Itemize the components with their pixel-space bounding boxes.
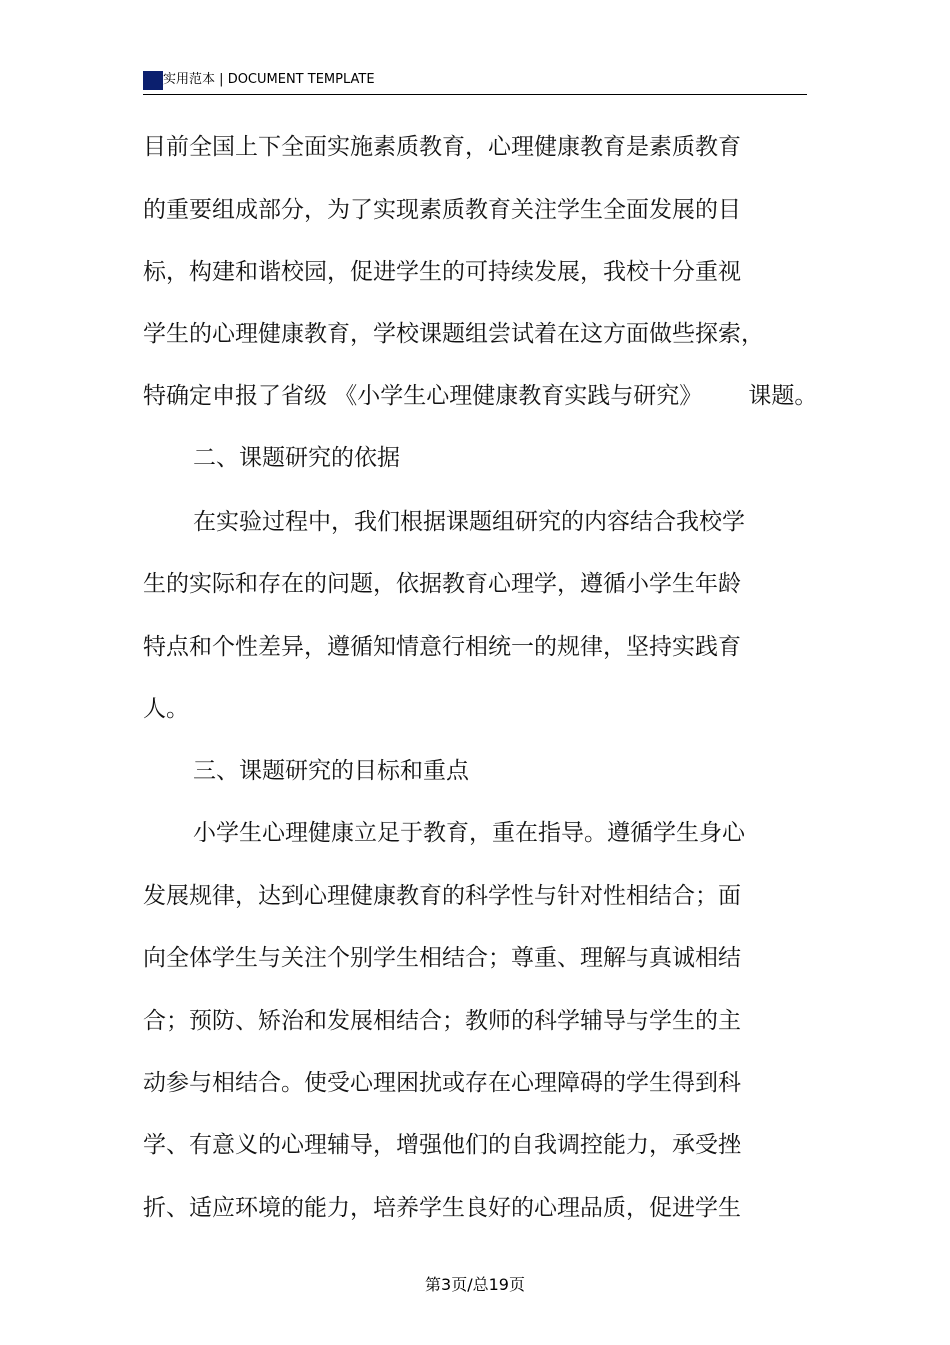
body-line: 向全体学生与关注个别学生相结合；尊重、理解与真诚相结 — [143, 945, 741, 971]
page-header — [143, 68, 807, 95]
body-line: 学、有意义的心理辅导，增强他们的自我调控能力，承受挫 — [143, 1132, 741, 1158]
body-line — [143, 381, 817, 411]
body-line: 学生的心理健康教育，学校课题组尝试着在这方面做些探索， — [143, 321, 764, 347]
body-line-part: 课题。 — [748, 383, 818, 409]
body-line: 生的实际和存在的问题，依据教育心理学，遵循小学生年龄 — [143, 571, 741, 597]
body-line: 折、适应环境的能力，培养学生良好的心理品质，促进学生 — [143, 1195, 741, 1221]
body-line: 标，构建和谐校园，促进学生的可持续发展，我校十分重视 — [143, 259, 741, 285]
header-separator: | — [219, 72, 224, 87]
header-subtitle: DOCUMENT TEMPLATE — [227, 72, 375, 87]
body-line-part: 特确定申报了省级 《小学生心理健康教育实践与研究》 — [143, 383, 703, 409]
header-label: 实用范本 — [163, 72, 216, 87]
header-text — [163, 72, 375, 88]
section-heading: 二、课题研究的依据 — [193, 445, 400, 471]
body-line: 在实验过程中，我们根据课题组研究的内容结合我校学 — [193, 509, 745, 535]
header-logo-square — [143, 71, 163, 90]
body-line: 合；预防、矫治和发展相结合；教师的科学辅导与学生的主 — [143, 1008, 741, 1034]
body-line: 发展规律，达到心理健康教育的科学性与针对性相结合；面 — [143, 883, 741, 909]
body-line: 特点和个性差异，遵循知情意行相统一的规律，坚持实践育 — [143, 634, 741, 660]
body-line: 小学生心理健康立足于教育，重在指导。遵循学生身心 — [193, 820, 745, 846]
body-line: 的重要组成部分，为了实现素质教育关注学生全面发展的目 — [143, 197, 741, 223]
body-line: 人。 — [143, 696, 189, 722]
page-number: 第3页/总19页 — [425, 1275, 525, 1294]
body-line: 目前全国上下全面实施素质教育，心理健康教育是素质教育 — [143, 134, 741, 160]
section-heading: 三、课题研究的目标和重点 — [193, 758, 469, 784]
body-line: 动参与相结合。使受心理困扰或存在心理障碍的学生得到科 — [143, 1070, 741, 1096]
